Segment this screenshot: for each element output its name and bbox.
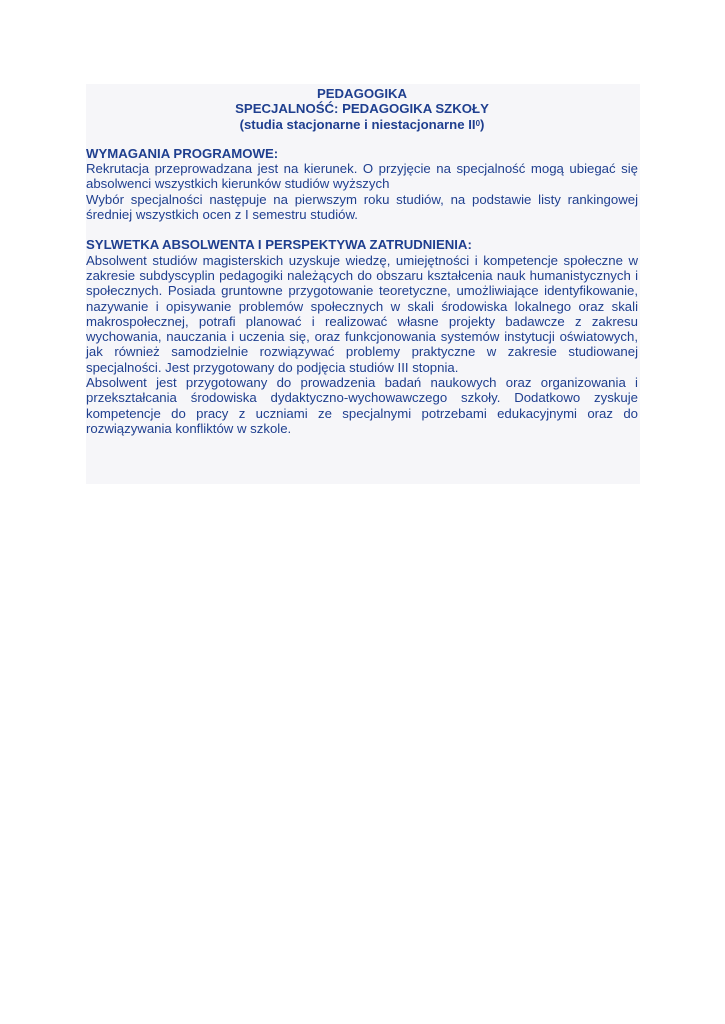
section-spacer: [86, 222, 638, 237]
requirements-heading: WYMAGANIA PROGRAMOWE:: [86, 145, 279, 161]
profile-heading: SYLWETKA ABSOLWENTA I PERSPEKTYWA ZATRUDNIENIA:: [86, 237, 472, 253]
study-mode-title: (studia stacjonarne i niestacjonarne $II^0$): [239, 116, 485, 132]
requirements-paragraph-1: Rekrutacja przeprowadzana jest na kierunek. O przyjęcie na specjalność mogą ubiegać się absolwenci wszystkich kierunków studiów wyższych: [86, 161, 638, 192]
profile-paragraph-1: Absolwent studiów magisterskich uzyskuje wiedzę, umiejętności i kompetencje społeczne w zakresie subdyscyplin pedagogiki należących do obszaru kształcenia nauk humanistycznych i społecznych. Posiada gruntowne przygotowanie teoretyczne, umożliwiające identyfikowanie, nazywanie i opisywanie problemów społecznych w skali środowiska lokalnego oraz skali makrospołecznej, potrafi planować i realizować własne projekty badawcze z zakresu wychowania, nauczania i uczenia się, oraz funkcjonowania systemów instytucji oświatowych, jak również samodzielnie rozwiązywać problemy praktyczne w zakresie studiowanej specjalności. Jest przygotowany do podjęcia studiów III stopnia.: [86, 252, 638, 375]
document-header: [86, 86, 638, 132]
profile-paragraph-2: Absolwent jest przygotowany do prowadzenia badań naukowych oraz organizowania i przekształcania środowiska dydaktyczno-wychowawczego szkoły. Dodatkowo zyskuje kompetencje do pracy z uczniami ze specjalnymi potrzebami edukacyjnymi oraz do rozwiązywania konfliktów w szkole.: [86, 375, 638, 436]
document-content: [86, 86, 638, 436]
specialization-title: SPECJALNOŚĆ: PEDAGOGIKA SZKOŁY: [235, 101, 489, 117]
faculty-title: PEDAGOGIKA: [316, 86, 408, 101]
requirements-paragraph-2: Wybór specjalności następuje na pierwszym roku studiów, na podstawie listy rankingowej średniej wszystkich ocen z I semestru studiów.: [86, 191, 638, 223]
